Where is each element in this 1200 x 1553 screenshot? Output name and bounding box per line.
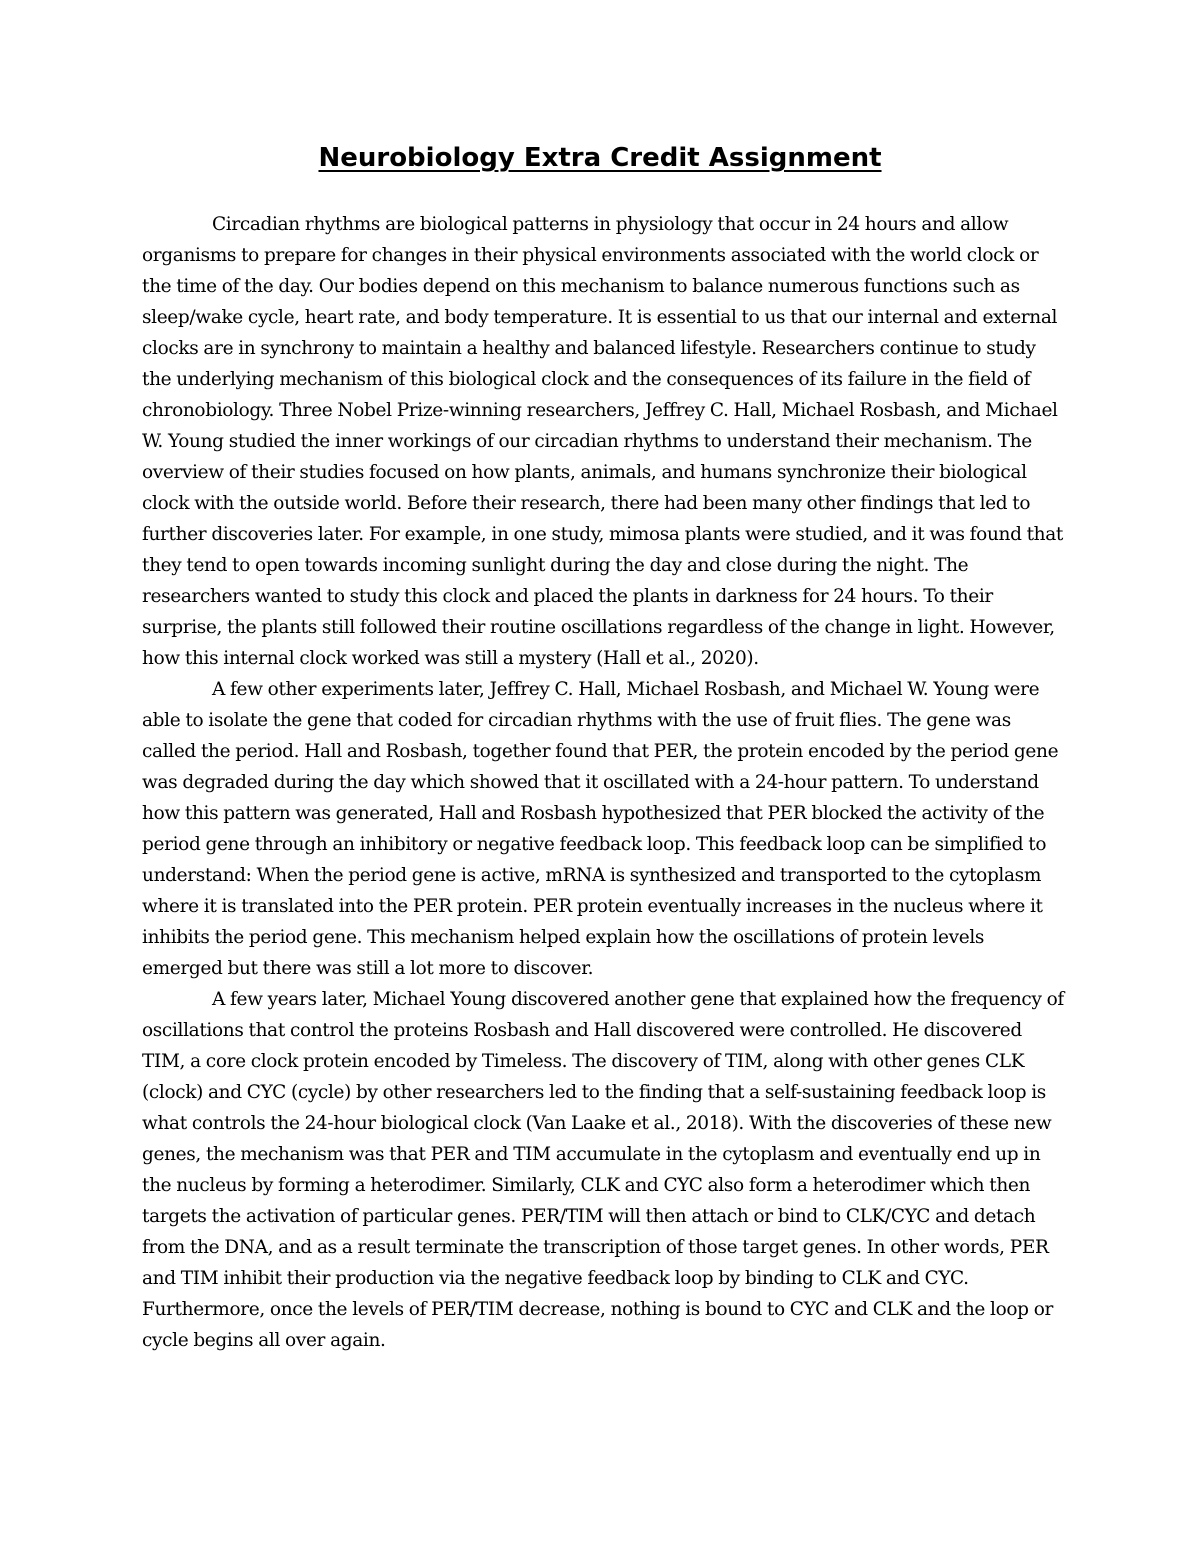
- paragraph-2: A few other experiments later, Jeffrey C. Hall, Michael Rosbash, and Michael W. Young were able to isolate the gene that coded for circadian rhythms with the use of fruit flies. The gene was called the period. Hall and Rosbash, together found that PER, the protein encoded by the period gene was degraded during the day which showed that it oscillated with a 24-hour pattern. To understand how this pattern was generated, Hall and Rosbash hypothesized that PER blocked the activity of the period gene through an inhibitory or negative feedback loop. This feedback loop can be simplified to understand: When the period gene is active, mRNA is synthesized and transported to the cytoplasm where it is translated into the PER protein. PER protein eventually increases in the nucleus where it inhibits the period gene. This mechanism helped explain how the oscillations of protein levels emerged but there was still a lot more to discover.: [142, 679, 1059, 979]
- document-body: [142, 209, 1066, 1356]
- paragraph-1: Circadian rhythms are biological patterns in physiology that occur in 24 hours and allow organisms to prepare for changes in their physical environments associated with the world clock or the time of the day. Our bodies depend on this mechanism to balance numerous functions such as sleep/wake cycle, heart rate, and body temperature. It is essential to us that our internal and external clocks are in synchrony to maintain a healthy and balanced lifestyle. Researchers continue to study the underlying mechanism of this biological clock and the consequences of its failure in the field of chronobiology. Three Nobel Prize-winning researchers, Jeffrey C. Hall, Michael Rosbash, and Michael W. Young studied the inner workings of our circadian rhythms to understand their mechanism. The overview of their studies focused on how plants, animals, and humans synchronize their biological clock with the outside world. Before their research, there had been many other findings that led to further discoveries later. For example, in one study, mimosa plants were studied, and it was found that they tend to open towards incoming sunlight during the day and close during the night. The researchers wanted to study this clock and placed the plants in darkness for 24 hours. To their surprise, the plants still followed their routine oscillations regardless of the change in light. However, how this internal clock worked was still a mystery (Hall et al., 2020).: [142, 214, 1064, 669]
- paragraph-3: A few years later, Michael Young discovered another gene that explained how the frequency of oscillations that control the proteins Rosbash and Hall discovered were controlled. He discovered TIM, a core clock protein encoded by Timeless. The discovery of TIM, along with other genes CLK (clock) and CYC (cycle) by other researchers led to the finding that a self-sustaining feedback loop is what controls the 24-hour biological clock (Van Laake et al., 2018). With the discoveries of these new genes, the mechanism was that PER and TIM accumulate in the cytoplasm and eventually end up in the nucleus by forming a heterodimer. Similarly, CLK and CYC also form a heterodimer which then targets the activation of particular genes. PER/TIM will then attach or bind to CLK/CYC and detach from the DNA, and as a result terminate the transcription of those target genes. In other words, PER and TIM inhibit their production via the negative feedback loop by binding to CLK and CYC. Furthermore, once the levels of PER/TIM decrease, nothing is bound to CYC and CLK and the loop or cycle begins all over again.: [142, 989, 1064, 1351]
- document-title: Neurobiology Extra Credit Assignment: [318, 143, 882, 173]
